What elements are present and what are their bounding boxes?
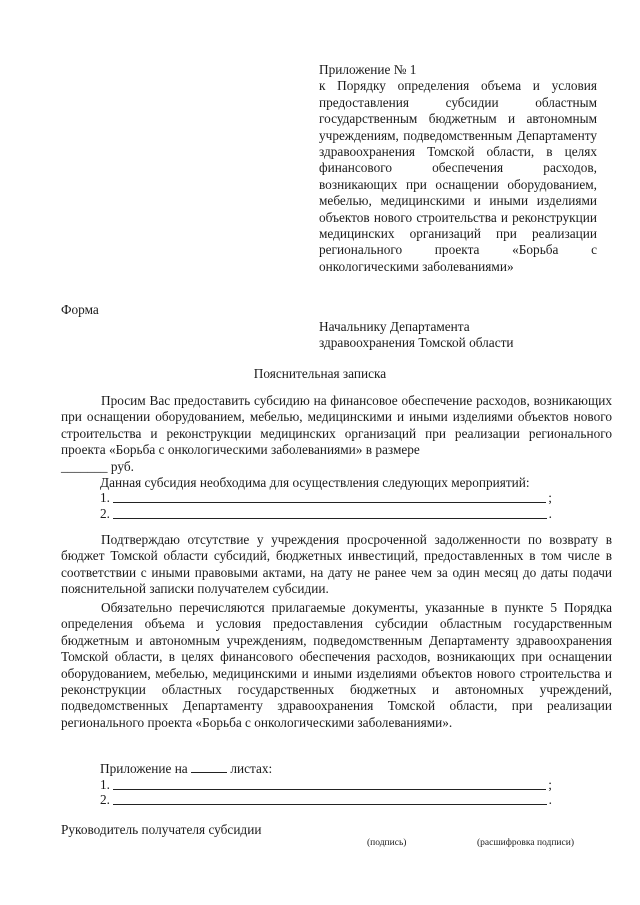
- attachment-prefix: Приложение на: [100, 761, 188, 776]
- appendix-text: к Порядку определения объема и условия предоставления субсидии областным государственным бюджетным и автономным учреждениям, подведомственным Департаменту здравоохранения Томской области, в целях финансового обеспечения расходов, возникающих при оснащении оборудованием, мебелью, медицинскими и иными изделиями объектов нового строительства и реконструкции медицинских организаций при реализации регионального проекта «Борьба с онкологическими заболеваниями»: [319, 78, 597, 274]
- attachment-blank-line[interactable]: [113, 777, 546, 790]
- appendix-title: Приложение № 1: [319, 62, 417, 77]
- addressee-line-1: Начальнику Департамента: [319, 319, 470, 334]
- appendix-header: [319, 62, 597, 275]
- attachment-row[interactable]: [100, 777, 552, 793]
- request-text: Просим Вас предоставить субсидию на финансовое обеспечение расходов, возникающих при оснащении оборудованием, мебелью, медицинскими и иными изделиями объектов нового строительства и реконструкции медицинских организаций при реализации регионального проекта «Борьба с онкологическими заболеваниями» в размере: [61, 393, 612, 458]
- attachment-blank-line[interactable]: [113, 792, 547, 805]
- sheet-count-blank[interactable]: [191, 761, 227, 773]
- measure-blank-line[interactable]: [113, 490, 546, 503]
- attachment-row[interactable]: [100, 792, 552, 808]
- measure-number: 2.: [100, 506, 110, 521]
- measure-end-mark: ;: [548, 490, 552, 505]
- measure-number: 1.: [100, 490, 110, 505]
- attachment-number: 2.: [100, 792, 110, 807]
- measure-blank-line[interactable]: [113, 506, 547, 519]
- measures-intro: Данная субсидия необходима для осуществления следующих мероприятий:: [100, 475, 530, 490]
- attachment-suffix: листах:: [230, 761, 273, 776]
- request-paragraph: [61, 393, 612, 475]
- attachment-end-mark: .: [548, 792, 552, 807]
- measure-row[interactable]: [100, 490, 552, 506]
- form-label: Форма: [61, 302, 99, 317]
- signature-decoding-caption: (расшифровка подписи): [477, 838, 574, 848]
- documents-paragraph: Обязательно перечисляются прилагаемые документы, указанные в пункте 5 Порядка определения объема и условия предоставления субсидии областным государственным бюджетным и автономным учреждениям, подведомственным Департаменту здравоохранения Томской области, в целях финансового обеспечения расходов, возникающих при оснащении оборудованием, мебелью, медицинскими и иными изделиями объектов нового строительства и реконструкции областных государственных бюджетных и автономных учреждений, подведомственных Департаменту здравоохранения Томской области, при реализации регионального проекта «Борьба с онкологическими заболеваниями».: [61, 600, 612, 730]
- addressee-line-2: здравоохранения Томской области: [319, 335, 514, 351]
- attachment-number: 1.: [100, 777, 110, 792]
- measure-row[interactable]: [100, 506, 552, 522]
- signature-caption: (подпись): [367, 838, 407, 848]
- amount-blank[interactable]: _______: [61, 458, 108, 474]
- attachment-end-mark: ;: [548, 777, 552, 792]
- document-title: Пояснительная записка: [253, 366, 387, 381]
- currency-label: руб.: [110, 458, 134, 474]
- confirmation-paragraph: Подтверждаю отсутствие у учреждения просроченной задолженности по возврату в бюджет Томской области субсидий, бюджетных инвестиций, предоставленных в том числе в соответствии с иными правовыми актами, на дату не ранее чем за один месяц до даты подачи пояснительной записки получателем субсидии.: [61, 532, 612, 597]
- signer-title: Руководитель получателя субсидии: [61, 822, 262, 837]
- measure-end-mark: .: [548, 506, 552, 521]
- addressee-block: [319, 319, 599, 352]
- attachment-line: [100, 761, 272, 777]
